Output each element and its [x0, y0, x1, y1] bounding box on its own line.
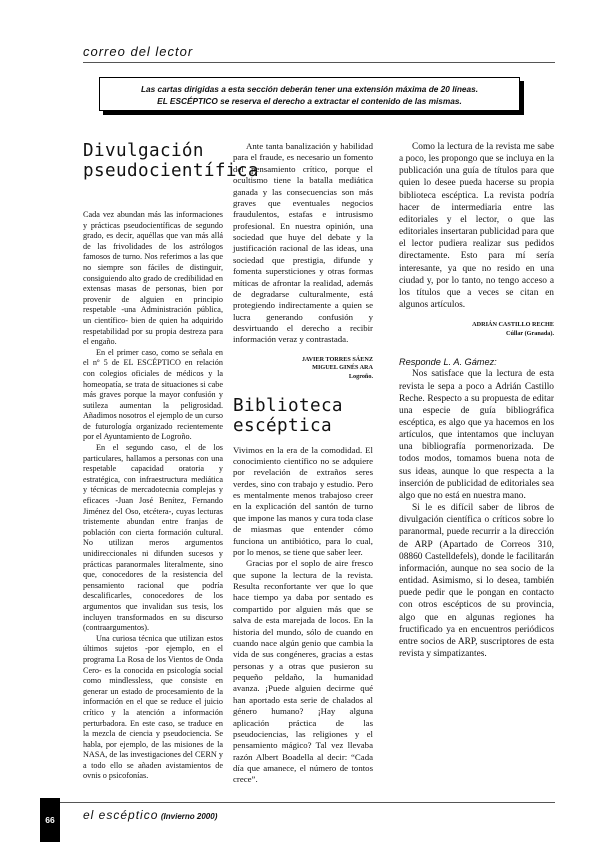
- signature-place: Cúllar (Granada).: [505, 329, 554, 337]
- article-1-paragraph: Una curiosa técnica que utilizan estos últimos sujetos -por ejemplo, en el programa La Rosa de los Vientos de Onda Cero- es la conocida en psicología social como mindlessless, que consiste en generar un estado de procesamiento de la información en el que se reduce el juicio crítico y la atención a información perturbadora. En este caso, se traduce en la mezcla de ciencia y pseudociencia. Se habla, por ejemplo, de las misiones de la NASA, de las investigaciones del CERN y a todo ello se añaden avistamientos de ovnis o psicofonías.: [83, 633, 223, 781]
- article-2-paragraph: Como la lectura de la revista me sabe a poco, les propongo que se incluya en la publicación una guía de títulos para que quien lo desee pueda hacerse su propia biblioteca escéptica. La revista podría hacer de intermediaria entre las editoriales y el lector, o que las editoriales insertaran publicidad para que el lector pudiera realizar sus pedidos directamente. Esto para mí sería interesante, ya que no resido en una ciudad y, por lo tanto, no tengo acceso a los títulos que a veces se citan en algunos artículos.: [399, 142, 554, 311]
- editorial-notice-box: [99, 77, 520, 111]
- article-1-title: [83, 141, 259, 181]
- issue-label: (Invierno 2000): [160, 812, 218, 821]
- response-heading: Responde L. A. Gámez:: [399, 357, 497, 368]
- article-2-title: [233, 396, 373, 436]
- notice-line-1: Las cartas dirigidas a esta sección deberán tener una extensión máxima de 20 líneas.: [140, 84, 479, 94]
- signature-place: Logroño.: [348, 372, 373, 380]
- signature-name: ADRIÁN CASTILLO RECHE: [472, 321, 554, 329]
- section-header: correo del lector: [83, 44, 194, 59]
- column-1: [83, 141, 259, 782]
- article-2-signature: [399, 321, 554, 338]
- header-rule: [83, 62, 555, 63]
- article-1-paragraph: Ante tanta banalización y habilidad para el fraude, es necesario un fomento del pensamiento crítico, porque el ocultismo tiene la batalla mediática ganada y las consecuencias son más graves que eventuales negocios fraudulentos, estafas e intrusismo profesional. En nuestra opinión, una sociedad que huye del debate y la justificación racional de las ideas, una sociedad que prestigia, difunde y fomenta supersticiones y otras formas míticas de afrontar la realidad, además de degradarse culturalmente, está protegiendo indirectamente a quien se lucra generando confusión y desvirtuando el derecho a recibir información veraz y contrastada.: [233, 141, 373, 345]
- article-1-paragraph: Cada vez abundan más las informaciones y prácticas pseudocientíficas de segundo grado, es decir, aquéllas que van más allá de las frivolidades de los astrólogos famosos de turno. Nos referimos a las que no siempre son fáciles de distinguir, consiguiendo alto grado de credibilidad en extensas masas de personas, bien por provenir de alguien en principio respetable -una Administración pública, un científico- bien de quien ha adquirido respetabilidad por su propia destreza para el engaño.: [83, 210, 223, 347]
- article-2-title-line-2: escéptica: [233, 415, 332, 436]
- article-2-paragraph: Gracias por el soplo de aire fresco que supone la lectura de la revista. Resulta reconfortante ver que lo que hace tiempo ya daba por sentado es compartido por alguien más que se salva de esta marejada de locos. En la historia del mundo, sólo de cuando en cuando nace algún genio que cambia la vida de sus congéneres, gracias a estas personas y a otras que pusieron su pequeño peldaño, la humanidad avanza. ¡Puede alguien decirme qué han aportado esta serie de chalados al género humano? ¡Hay alguna aplicación práctica de las pseudociencias, las religiones y el pensamiento mágico? Tal vez llevaba razón Albert Boadella al decir: “Cada día que amanece, el número de tontos crece”.: [233, 558, 373, 785]
- column-3: [399, 141, 554, 660]
- response-paragraph: Nos satisface que la lectura de esta revista le sepa a poco a Adrián Castillo Reche. Respecto a su propuesta de editar una especie de guía bibliográfica escéptica, es algo que ya hacemos en los artículos, que intentamos que incluyan una bibliografía pormenorizada. De todos modos, tomamos buena nota de sus ideas, aunque lo que respecta a la inserción de publicidad de editoriales sea algo que no está en nuestra mano.: [399, 369, 554, 501]
- article-1-paragraph: En el primer caso, como se señala en el nº 5 de EL ESCÉPTICO en relación con colegios oficiales de médicos y la homeopatía, se trata de situaciones si cabe más graves porque la mayor confusión y sutileza aumentan la peligrosidad. Añadimos nosotros el ejemplo de un curso de futurología organizado recientemente por el Ayuntamiento de Logroño.: [83, 347, 223, 442]
- response-paragraph: Si le es difícil saber de libros de divulgación científica o críticos sobre lo paranormal, puede recurrir a la dirección de ARP (Apartado de Correos 310, 08860 Castelldefels), donde le facilitarán información, aunque no sea socio de la entidad. Asimismo, si lo desea, también puede pedir que le pongan en contacto con otros escépticos de su provincia, algo que en algunas regiones ha fructificado ya en encuentros periódicos entre socios de ARP, suscriptores de esta revista y simpatizantes.: [399, 503, 554, 659]
- footer-publication: [83, 808, 217, 822]
- article-1-paragraph: En el segundo caso, el de los particulares, hallamos a personas con una respetable capacidad oratoria y estratégica, con infraestructura mediática y técnicas de mercadotecnia complejas y eficaces -Juan José Benítez, Fernando Jiménez del Oso, etcétera-, cuyas lecturas tristemente abundan entre franjas de población con cierta formación cultural. No utilizan meros argumentos unidireccionales ni difunden sucesos y prácticas paranormales literalmente, sino que, conocedores de la resistencia del pensamiento racional que podría descalificarles, conocedores de los argumentos que invalidan sus tesis, los incluyen transformados en su discurso (contraargumentos).: [83, 443, 223, 633]
- article-1-signature: [233, 356, 373, 382]
- signature-name: MIGUEL GINÉS ARA: [312, 364, 373, 372]
- magazine-name: el escéptico: [83, 808, 159, 822]
- notice-line-2: EL ESCÉPTICO se reserva el derecho a extractar el contenido de las mismas.: [157, 96, 462, 106]
- article-2-paragraph: Vivimos en la era de la comodidad. El conocimiento científico no se adquiere por revelación de extraños seres verdes, sino con trabajo y estudio. Pero es mentalmente menos trabajoso creer en la explicación del santón de turno que impone las manos y cura toda clase de miasmas que entender cómo funciona un antibiótico, para lo cual, por lo menos, se tiene que saber leer.: [233, 444, 373, 557]
- column-2: [233, 141, 373, 786]
- page-number: 66: [45, 815, 55, 825]
- signature-name: JAVIER TORRES SÁENZ: [301, 355, 373, 363]
- article-2-title-line-1: Biblioteca: [233, 395, 343, 416]
- article-1-title-line-2: pseudocientífica: [83, 161, 259, 181]
- article-1-title-line-1: Divulgación: [83, 141, 204, 161]
- footer-rule: [60, 802, 555, 803]
